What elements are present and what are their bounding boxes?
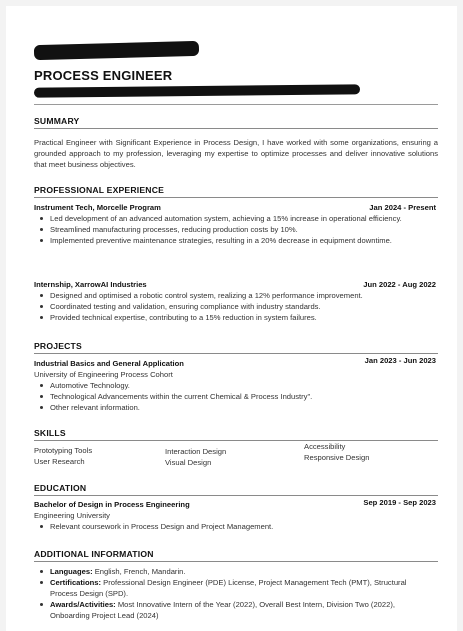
- education-heading: EDUCATION: [34, 483, 87, 493]
- skill-item: Interaction Design: [165, 447, 227, 456]
- skill-item: Prototyping Tools: [34, 446, 93, 455]
- additional-heading: ADDITIONAL INFORMATION: [34, 549, 154, 559]
- list-item: [36, 577, 408, 599]
- experience-divider: [34, 197, 438, 198]
- redacted-contact-info: [34, 84, 360, 97]
- education-divider: [34, 495, 438, 496]
- item-label: Certifications:: [50, 578, 102, 587]
- degree-title: Bachelor of Design in Process Engineering: [34, 500, 190, 509]
- projects-heading: PROJECTS: [34, 341, 82, 351]
- skill-item: User Research: [34, 457, 85, 466]
- resume-page: [6, 6, 457, 631]
- list-item: Implemented preventive maintenance strategies, resulting in a 20% decrease in equipment downtime.: [36, 235, 408, 246]
- skill-item: Accessibility: [304, 442, 346, 451]
- list-item: [36, 566, 408, 577]
- additional-divider: [34, 561, 438, 562]
- item-text: English, French, Mandarin.: [92, 567, 186, 576]
- list-item: Provided technical expertise, contributing to a 15% reduction in system failures.: [36, 312, 436, 323]
- list-item: Streamlined manufacturing processes, reducing production costs by 10%.: [36, 224, 408, 235]
- project-title: Industrial Basics and General Application: [34, 359, 184, 368]
- summary-heading: SUMMARY: [34, 116, 80, 126]
- list-item: Other relevant information.: [36, 402, 436, 413]
- summary-divider: [34, 128, 438, 129]
- item-label: Awards/Activities:: [50, 600, 116, 609]
- list-item: Designed and optimised a robotic control system, realizing a 12% performance improvement.: [36, 290, 436, 301]
- item-text: Professional Design Engineer (PDE) License, Project Management Tech (PMT), Structural Process Design (SPD).: [50, 578, 407, 598]
- projects-divider: [34, 353, 438, 354]
- project-dates: Jan 2023 - Jun 2023: [364, 356, 436, 365]
- summary-text: Practical Engineer with Significant Experience in Process Design, I have worked with some organizations, ensuring a grounded approach to my profession, leveraging my expertise to optimize processes and deliver innovative solutions that meet business objectives.: [34, 138, 438, 169]
- project-bullets: [36, 380, 436, 413]
- redacted-name: [34, 41, 199, 60]
- list-item: Automotive Technology.: [36, 380, 436, 391]
- job-title: Internship, XarrowAI Industries: [34, 280, 147, 289]
- job-role-title: PROCESS ENGINEER: [34, 68, 173, 83]
- item-text: Most Innovative Intern of the Year (2022), Overall Best Intern, Division Two (2022), Onboarding Project Lead (2024): [50, 600, 395, 620]
- list-item: [36, 599, 408, 621]
- project-subtitle: University of Engineering Process Cohort: [34, 370, 173, 379]
- list-item: Led development of an advanced automation system, achieving a 15% increase in operational efficiency.: [36, 213, 408, 224]
- skills-heading: SKILLS: [34, 428, 66, 438]
- skill-item: Responsive Design: [304, 453, 370, 462]
- skill-item: Visual Design: [165, 458, 212, 467]
- job-bullets: [36, 213, 408, 246]
- job-dates: Jun 2022 - Aug 2022: [363, 280, 436, 289]
- experience-heading: PROFESSIONAL EXPERIENCE: [34, 185, 165, 195]
- additional-list: [36, 566, 408, 621]
- item-label: Languages:: [50, 567, 93, 576]
- list-item: Relevant coursework in Process Design and Project Management.: [36, 521, 436, 532]
- header-divider: [34, 104, 438, 105]
- skills-divider: [34, 440, 438, 441]
- list-item: Technological Advancements within the current Chemical & Process Industry".: [36, 391, 436, 402]
- job-dates: Jan 2024 - Present: [369, 203, 436, 212]
- job-title: Instrument Tech, Morcelle Program: [34, 203, 161, 212]
- education-bullets: [36, 521, 436, 532]
- job-bullets: [36, 290, 436, 323]
- education-dates: Sep 2019 - Sep 2023: [363, 498, 436, 507]
- school-name: Engineering University: [34, 511, 110, 520]
- list-item: Coordinated testing and validation, ensuring compliance with industry standards.: [36, 301, 436, 312]
